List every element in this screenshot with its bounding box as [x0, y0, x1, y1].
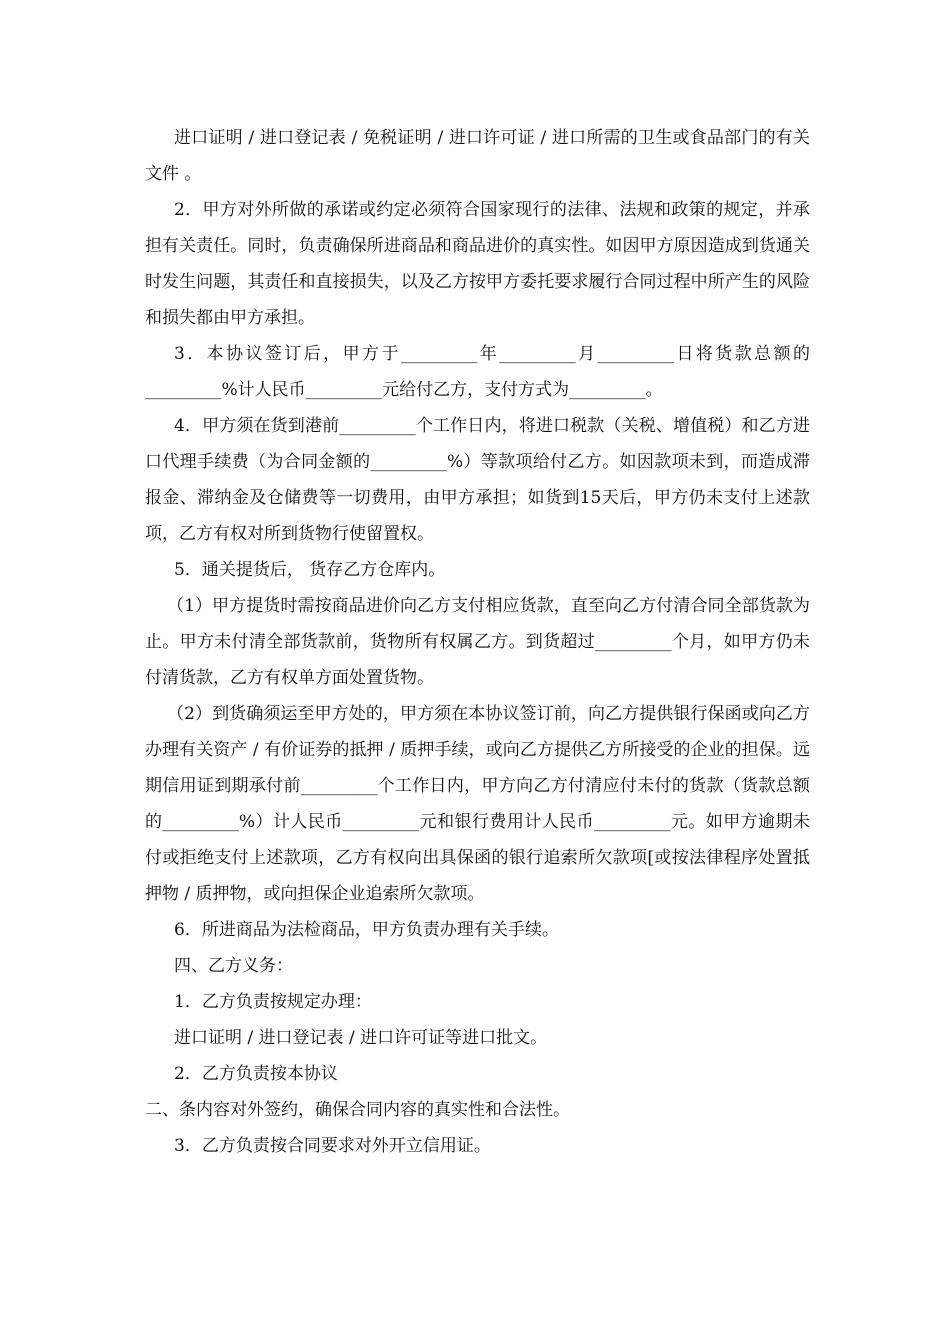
document-body [145, 120, 810, 1164]
paragraph-clause-5-2: （2）到货确须运至甲方处的，甲方须在本协议签订前，向乙方提供银行保函或向乙方办理有关资产 / 有价证券的抵押 / 质押手续，或向乙方提供乙方所接受的企业的担保。远期信用证到期承付前_________个工作日内，甲方向乙方付清应付未付的货款（货款总额的_________%）计人民币_________元和银行费用计人民币_________元。如甲方逾期未付或拒绝支付上述款项，乙方有权向出具保函的银行追索所欠款项[或按法律程序处置抵押物 / 质押物，或向担保企业追索所欠款项。 [145, 704, 810, 904]
paragraph-clause-5-1: （1）甲方提货时需按商品进价向乙方支付相应货款，直至向乙方付清合同全部货款为止。甲方未付清全部货款前，货物所有权属乙方。到货超过_________个月，如甲方仍未付清货款，乙方有权单方面处置货物。 [145, 596, 810, 688]
paragraph-clause-4: 4．甲方须在货到港前_________个工作日内，将进口税款（关税、增值税）和乙方进口代理手续费（为合同金额的_________%）等款项给付乙方。如因款项未到，而造成滞报金、滞纳金及仓储费等一切费用，由甲方承担；如货到15天后，甲方仍未支付上述款项，乙方有权对所到货物行使留置权。 [145, 416, 810, 544]
paragraph-b-clause-1: 1．乙方负责按规定办理： [174, 992, 372, 1012]
paragraph-clause-6: 6．所进商品为法检商品，甲方负责办理有关手续。 [174, 920, 559, 940]
paragraph-b-import-approvals: 进口证明 / 进口登记表 / 进口许可证等进口批文。 [174, 1028, 548, 1048]
paragraph-import-documents: 进口证明 / 进口登记表 / 免税证明 / 进口许可证 / 进口所需的卫生或食品部门的有关文件 。 [145, 128, 810, 184]
paragraph-clause-2: 2．甲方对外所做的承诺或约定必须符合国家现行的法律、法规和政策的规定，并承担有关责任。同时，负责确保所进商品和商品进价的真实性。如因甲方原因造成到货通关时发生问题，其责任和直接损失，以及乙方按甲方委托要求履行合同过程中所产生的风险和损失都由甲方承担。 [145, 200, 810, 328]
paragraph-clause-5: 5．通关提货后， 货存乙方仓库内。 [174, 560, 446, 580]
paragraph-clause-3: 3．本协议签订后，甲方于_________年_________月_________日将货款总额的_________%计人民币_________元给付乙方，支付方式为_________。 [145, 344, 810, 400]
paragraph-b-clause-2-cont: 二、条内容对外签约，确保合同内容的真实性和合法性。 [145, 1100, 570, 1120]
paragraph-b-clause-2: 2．乙方负责按本协议 [174, 1064, 338, 1084]
section-heading-party-b-obligations: 四、乙方义务： [174, 956, 293, 976]
paragraph-b-clause-3: 3．乙方负责按合同要求对外开立信用证。 [174, 1136, 491, 1156]
